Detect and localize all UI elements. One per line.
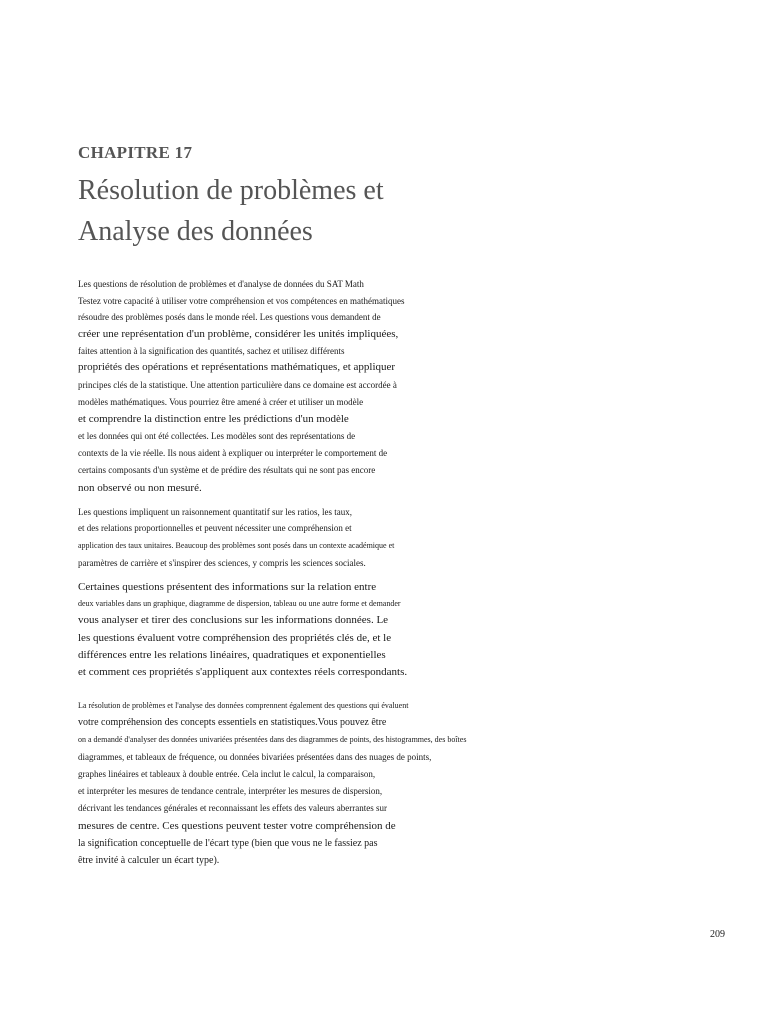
chapter-title-line-2: Analyse des données: [78, 216, 313, 247]
body-line: décrivant les tendances générales et reconnaissant les effets des valeurs aberrantes sur: [78, 803, 387, 813]
body-line: être invité à calculer un écart type).: [78, 855, 220, 866]
chapter-title: [78, 170, 384, 252]
chapter-title-line-1: Résolution de problèmes et: [78, 175, 384, 206]
body-line: vous analyser et tirer des conclusions sur les informations données. Le: [78, 614, 389, 626]
body-line: propriétés des opérations et représentations mathématiques, et appliquer: [78, 361, 396, 373]
body-line: résoudre des problèmes posés dans le monde réel. Les questions vous demandent de: [78, 312, 381, 322]
body-line: principes clés de la statistique. Une attention particulière dans ce domaine est accordée à: [78, 380, 397, 390]
body-line: mesures de centre. Ces questions peuvent tester votre compréhension de: [78, 820, 396, 832]
body-line: Testez votre capacité à utiliser votre compréhension et vos compétences en mathématiques: [78, 296, 405, 306]
body-line: faites attention à la signification des quantités, sachez et utilisez différents: [78, 346, 345, 356]
body-line: Les questions de résolution de problèmes et d'analyse de données du SAT Math: [78, 279, 364, 289]
body-line: graphes linéaires et tableaux à double entrée. Cela inclut le calcul, la comparaison,: [78, 769, 376, 779]
body-line: certains composants d'un système et de prédire des résultats qui ne sont pas encore: [78, 465, 376, 475]
body-line: Certaines questions présentent des informations sur la relation entre: [78, 581, 377, 593]
body-line: différences entre les relations linéaires, quadratiques et exponentielles: [78, 649, 386, 661]
body-line: diagrammes, et tableaux de fréquence, ou données bivariées présentées dans des nuages de points,: [78, 752, 432, 762]
body-line: les questions évaluent votre compréhension des propriétés clés de, et le: [78, 632, 392, 644]
chapter-label: CHAPITRE 17: [78, 143, 193, 162]
body-line: Les questions impliquent un raisonnement quantitatif sur les ratios, les taux,: [78, 507, 352, 517]
body-line: La résolution de problèmes et l'analyse des données comprennent également des questions qui évaluent: [78, 701, 409, 710]
body-line: paramètres de carrière et s'inspirer des sciences, y compris les sciences sociales.: [78, 558, 366, 568]
body-line: modèles mathématiques. Vous pourriez être amené à créer et utiliser un modèle: [78, 397, 364, 407]
body-line: et comprendre la distinction entre les prédictions d'un modèle: [78, 413, 349, 425]
body-line: deux variables dans un graphique, diagramme de dispersion, tableau ou une autre forme et demander: [78, 599, 401, 608]
body-line: on a demandé d'analyser des données univariées présentées dans des diagrammes de points, des histogrammes, des boîtes: [78, 735, 467, 744]
body-line: et les données qui ont été collectées. Les modèles sont des représentations de: [78, 431, 356, 441]
body-line: et interpréter les mesures de tendance centrale, interpréter les mesures de dispersion,: [78, 786, 383, 796]
body-line: créer une représentation d'un problème, considérer les unités impliquées,: [78, 328, 399, 340]
body-line: non observé ou non mesuré.: [78, 482, 202, 494]
body-line: et comment ces propriétés s'appliquent aux contextes réels correspondants.: [78, 666, 408, 678]
body-line: contexts de la vie réelle. Ils nous aident à expliquer ou interpréter le comportement de: [78, 448, 388, 458]
body-line: application des taux unitaires. Beaucoup des problèmes sont posés dans un contexte académique et: [78, 541, 395, 550]
body-line: la signification conceptuelle de l'écart type (bien que vous ne le fassiez pas: [78, 838, 378, 849]
body-line: votre compréhension des concepts essentiels en statistiques.Vous pouvez être: [78, 717, 387, 728]
body-line: et des relations proportionnelles et peuvent nécessiter une compréhension et: [78, 523, 352, 533]
page-number: 209: [710, 929, 725, 940]
